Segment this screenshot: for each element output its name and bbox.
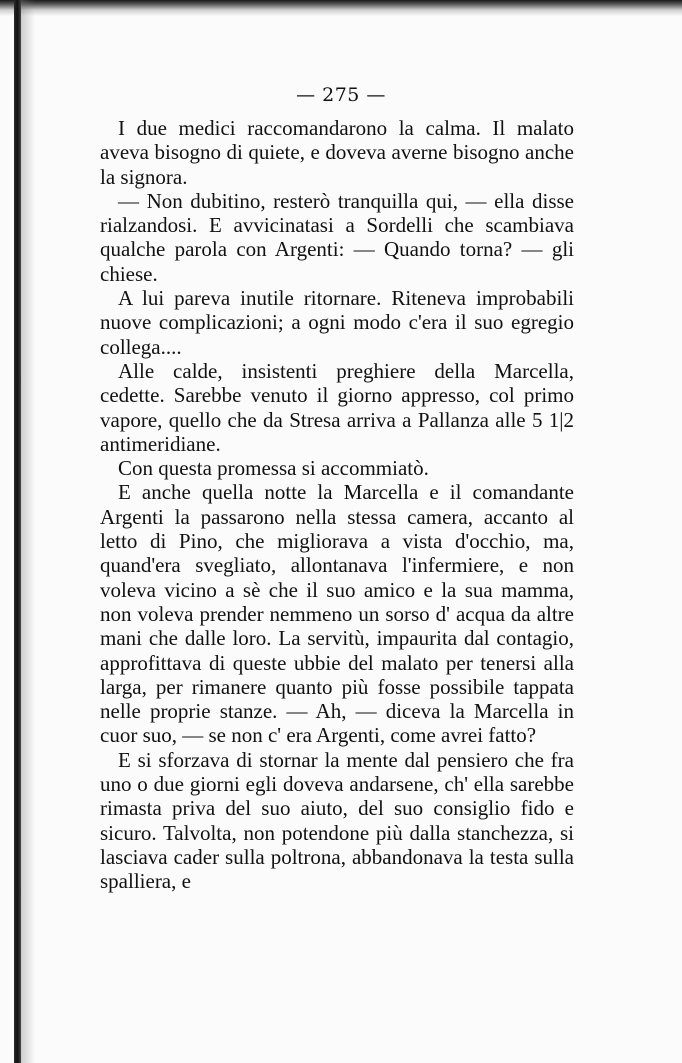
- text-body: [100, 116, 574, 894]
- scan-binding-shadow: [21, 0, 35, 1063]
- paragraph-7: E si sforzava di stornar la mente dal pensiero che fra uno o due giorni egli doveva andarsene, ch' ella sarebbe rimasta priva del suo aiuto, del suo consiglio fido e sicuro. Talvolta, non potendone più dalla stanchezza, si lasciava cader sulla poltrona, abbandonava la testa sulla spalliera, e: [100, 747, 574, 894]
- scan-binding-edge: [14, 0, 21, 1063]
- paragraph-2: — Non dubitino, resterò tranquilla qui, — ella disse rialzandosi. E avvicinatasi a Sordelli che scambiava qualche parola con Argenti: — Quando torna? — gli chiese.: [100, 188, 574, 286]
- paragraph-3: A lui pareva inutile ritornare. Riteneva improbabili nuove complicazioni; a ogni modo c'era il suo egregio collega....: [100, 286, 574, 359]
- paragraph-6: E anche quella notte la Marcella e il comandante Argenti la passarono nella stessa camera, accanto al letto di Pino, che migliorava a vista d'occhio, ma, quand'era svegliato, allontanava l'infermiere, e non voleva vicino a sè che il suo amico e la sua mamma, non voleva prender nemmeno un sorso d' acqua da altre mani che dalle loro. La servitù, impaurita dal contagio, approfittava di queste ubbie del malato per tenersi alla larga, per rimanere quanto più fosse possibile tappata nelle proprie stanze. — Ah, — diceva la Marcella in cuor suo, — se non c' era Argenti, come avrei fatto?: [100, 480, 574, 748]
- paragraph-4: Alle calde, insistenti preghiere della Marcella, cedette. Sarebbe venuto il giorno appresso, col primo vapore, quello che da Stresa arriva a Pallanza alle 5 1|2 antimeridiane.: [100, 358, 574, 456]
- paragraph-1: I due medici raccomandarono la calma. Il malato aveva bisogno di quiete, e doveva averne bisogno anche la signora.: [100, 116, 574, 189]
- page-number: — 275 —: [296, 84, 386, 106]
- scan-top-edge: [0, 0, 682, 16]
- paragraph-5: Con questa promessa si accommiatò.: [118, 456, 429, 481]
